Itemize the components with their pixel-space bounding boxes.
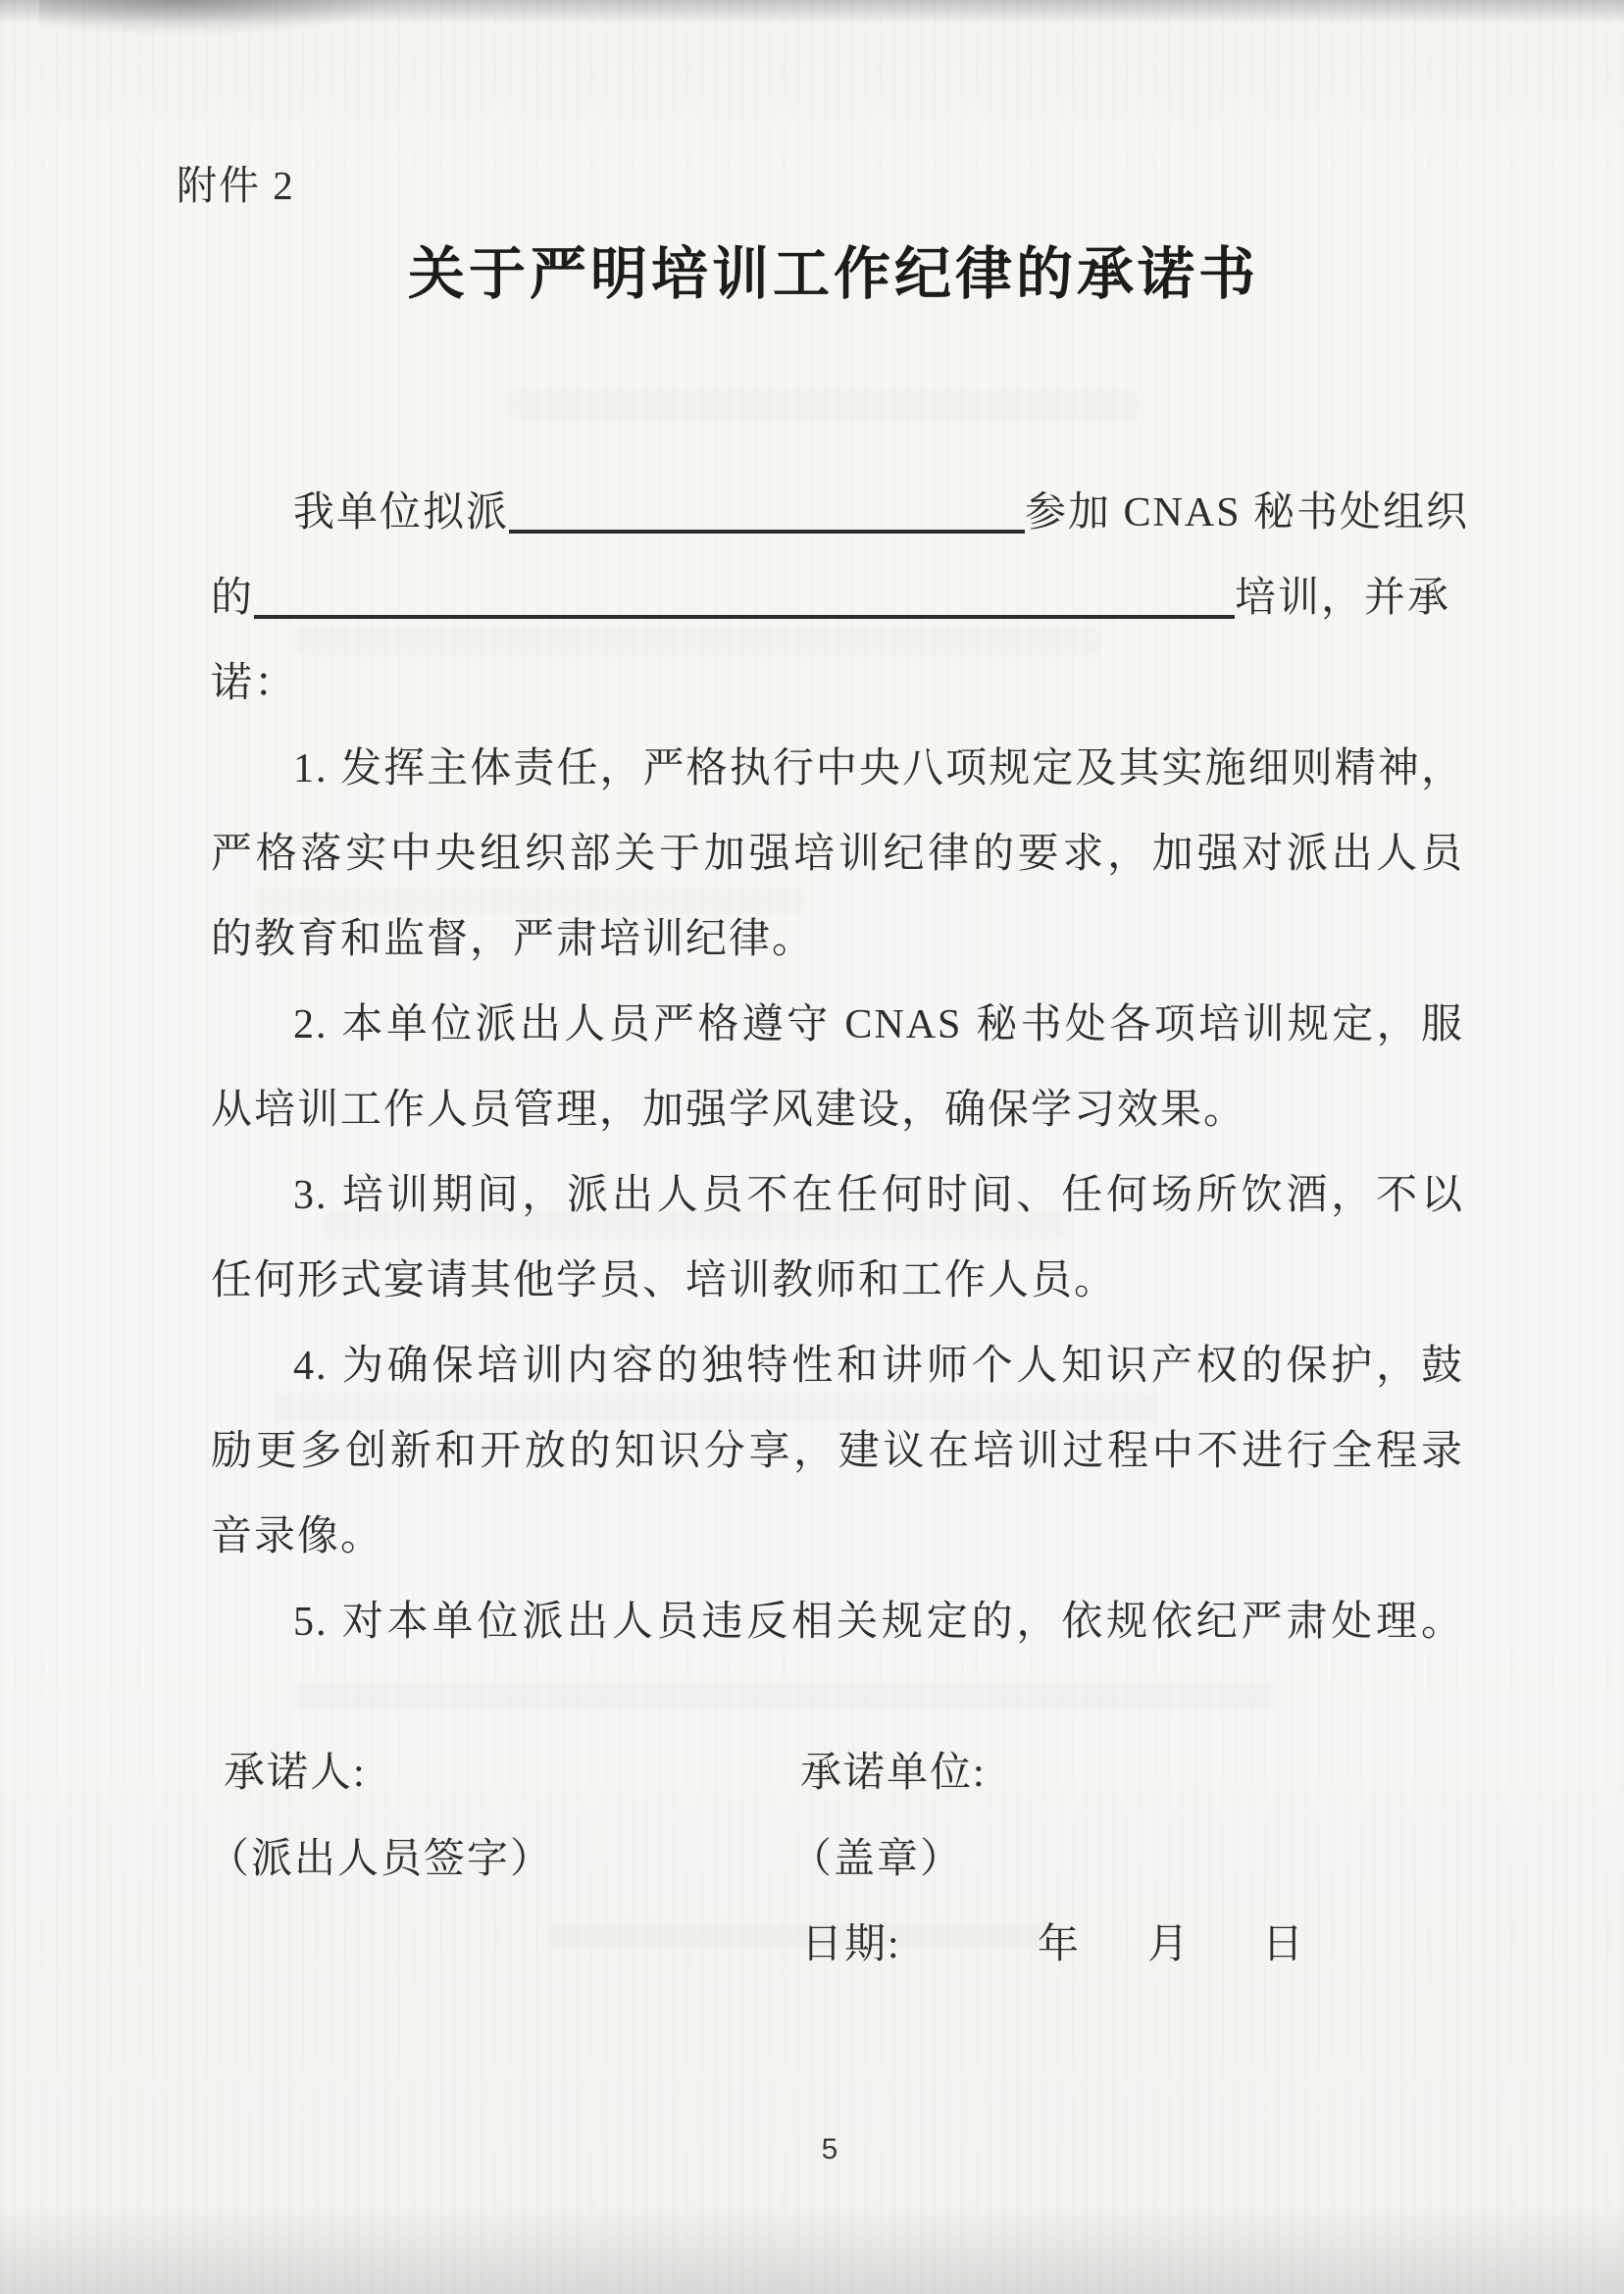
item-4-line-1: 4. 为确保培训内容的独特性和讲师个人知识产权的保护，鼓 [293,1344,1464,1389]
bleed-through-mark [510,390,1138,420]
item-3-line-2: 任何形式宴请其他学员、培训教师和工作人员。 [211,1258,1118,1303]
unit-name-blank-field [509,530,1025,534]
item-2-line-2: 从培训工作人员管理，加强学风建设，确保学习效果。 [211,1088,1247,1133]
document-body [211,471,1470,1665]
item-1-line-3: 的教育和监督，严肃培训纪律。 [211,917,816,962]
bleed-through-mark [294,1682,1275,1709]
item-4-line-3: 音录像。 [211,1514,384,1559]
item-5-line-1: 5. 对本单位派出人员违反相关规定的，依规依纪严肃处理。 [293,1600,1464,1645]
intro-line-1 [211,471,1470,556]
intro-line-2 [211,556,1464,641]
item-2-line-1: 2. 本单位派出人员严格遵守 CNAS 秘书处各项培训规定，服 [293,1002,1464,1047]
item-1-line-1: 1. 发挥主体责任，严格执行中央八项规定及其实施细则精神， [293,746,1464,791]
intro-line1-suffix: 参加 CNAS 秘书处组织 [1025,490,1470,535]
intro-line-3: 诺： [211,661,298,706]
date-year-label: 年 [1038,1922,1082,1967]
date-day-label: 日 [1262,1922,1306,1967]
intro-line2-prefix: 的 [211,576,255,621]
promisor-label: 承诺人: [224,1751,367,1796]
attachment-label: 附件 2 [177,163,295,208]
item-3-line-1: 3. 培训期间，派出人员不在任何时间、任何场所饮酒，不以 [293,1173,1464,1218]
intro-line1-prefix: 我单位拟派 [293,490,510,535]
unit-seal-note: （盖章） [790,1837,964,1882]
promising-unit-label: 承诺单位: [800,1751,987,1796]
document-title: 关于严明培训工作纪律的承诺书 [407,242,1259,306]
date-label: 日期: [801,1922,901,1967]
intro-line2-suffix: 培训，并承 [1235,576,1451,621]
scan-smudge-top-left [39,0,392,35]
item-1-line-2: 严格落实中央组织部关于加强培训纪律的要求，加强对派出人员 [211,832,1464,877]
training-name-blank-field [254,615,1235,619]
promisor-signature-note: （派出人员签字） [208,1837,554,1882]
date-month-label: 月 [1147,1922,1192,1967]
page-number: 5 [821,2133,838,2166]
item-4-line-2: 励更多创新和开放的知识分享，建议在培训过程中不进行全程录 [211,1429,1464,1474]
scan-edge-artifact-bottom [0,2206,1624,2294]
